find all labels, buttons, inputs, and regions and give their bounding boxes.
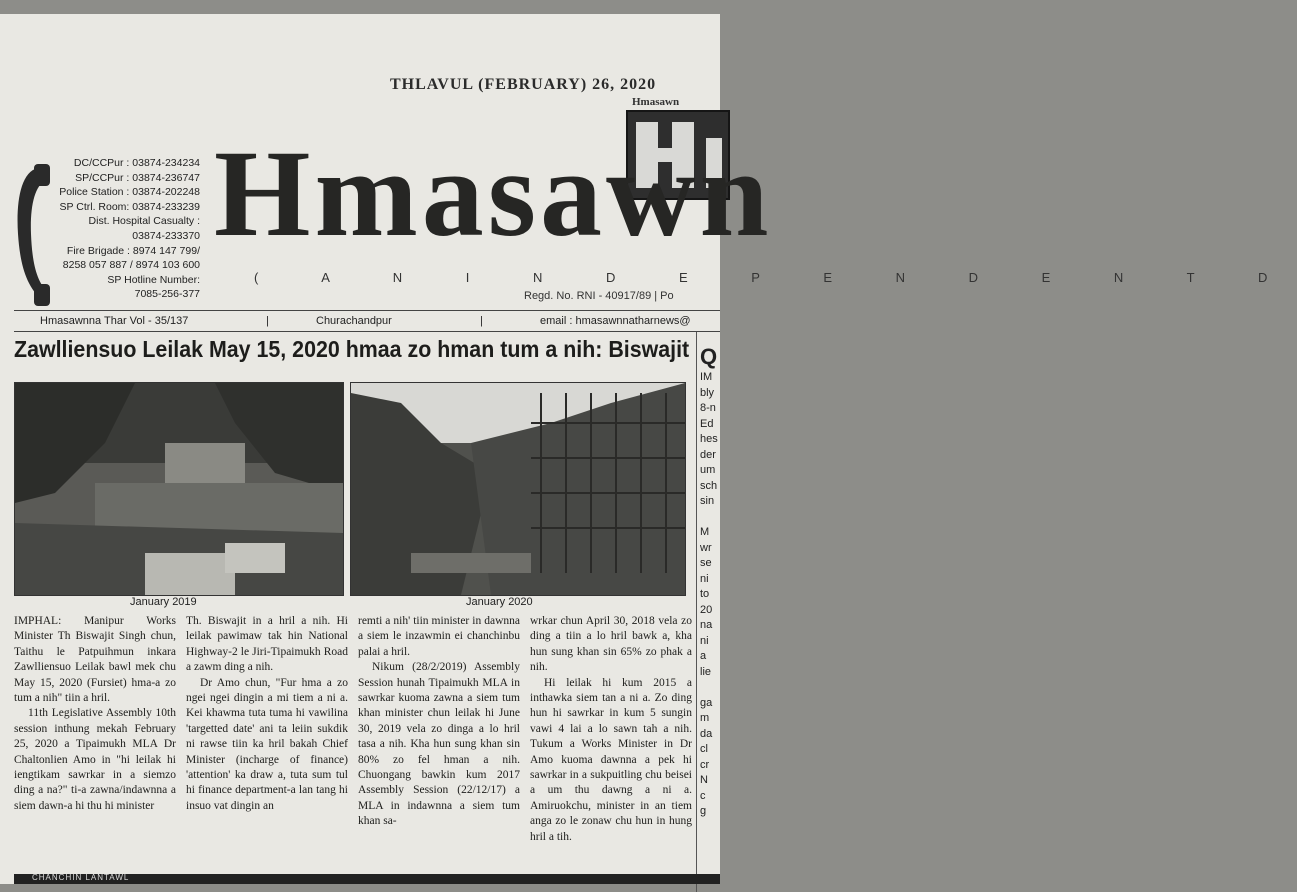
logo-label: Hmasawn [632, 96, 680, 108]
article-paragraph: Nikum (28/2/2019) Assembly Session hunah Tipaimukh MLA in sawrkar kuoma zawna a siem tum khan minister chun leilak hi June 30, 2019 vela zo dinga a lo hril tasa a nih. Kha hun sung khan sin 80% zo fel hman a nih. Chuongang bawkin kum 2017 Assembly Session (22/12/17) a MLA in indawnna a siem tum khan sa- [358, 661, 520, 828]
photo-2020 [350, 382, 686, 596]
side-column-line: N [700, 774, 708, 786]
side-column-text [700, 370, 730, 820]
side-column-line [700, 510, 730, 526]
contact-line: 8258 057 887 / 8974 103 600 [62, 259, 200, 272]
masthead-title: Hmasawn [214, 125, 773, 262]
side-column-line: 8-n [700, 402, 716, 414]
contact-line: Dist. Hospital Casualty : [88, 215, 200, 228]
side-column-line: da [700, 727, 713, 740]
side-column-line: M [700, 526, 710, 538]
side-column-title: Q [700, 344, 718, 369]
emergency-contacts [22, 156, 200, 302]
contact-line: 03874-233370 [132, 229, 200, 242]
side-column-line: a [700, 650, 707, 662]
side-column-line: to [700, 588, 710, 600]
article-column [14, 614, 176, 814]
article-paragraph: Th. Biswajit in a hril a nih. Hi leilak pawimaw tak hin National Highway-2 le Jiri-Tipaimukh Road a zawm ding a nih. [186, 615, 348, 674]
side-column-line: g [700, 805, 707, 817]
contact-line: Police Station : 03874-202248 [59, 186, 200, 199]
photo-2019 [14, 382, 344, 596]
newspaper-page [0, 14, 1297, 884]
photo-caption: January 2020 [466, 596, 533, 608]
side-column-line: c [700, 789, 706, 802]
article-paragraph: wrkar chun April 30, 2018 vela zo ding a tiin a lo hril bawk a, kha hun sung khan sin 65% zo phak a nih. [530, 615, 692, 674]
article-paragraph: 11th Legislative Assembly 10th session inthung mekah February 25, 2020 a Tipaimukh MLA Dr Chaltonlien Amo in "hi leilak hi iengtikam sawrkar in a siemzo ding a na?" ti-a zawna/indawnna a siem dawn-a hi thu hi minister [14, 707, 176, 812]
email-info: email : hmasawnnatharnews@ [540, 315, 691, 327]
side-column-line: 20 [700, 603, 713, 616]
bottom-section-bar [14, 874, 720, 884]
side-column [700, 344, 730, 820]
side-column-line: se [700, 557, 712, 569]
side-column-line: hes [700, 433, 718, 445]
bottom-section-label: CHANCHIN LANTAWL [32, 873, 130, 882]
column-divider [696, 332, 697, 892]
article-column [186, 614, 348, 814]
article-paragraph: IMPHAL: Manipur Works Minister Th Biswajit Singh chun, Taithu le Patpuihmun inkara Zawlliensuo Leilak bawl mek chu May 15, 2020 (Fursiet) hma-a zo tum a nih" tiin a hril. [14, 615, 176, 705]
article-headline: Zawlliensuo Leilak May 15, 2020 hmaa zo hman tum a nih: Biswajit [14, 336, 690, 362]
contact-line: SP/CCPur : 03874-236747 [75, 171, 200, 184]
article-paragraph: remti a nih' tiin minister in dawnna a siem le inzawmin ei chanchinbu palai a hril. [358, 615, 520, 658]
side-column-line [700, 680, 730, 696]
contact-line: Fire Brigade : 8974 147 799/ [66, 244, 200, 257]
place-info: Churachandpur [316, 315, 392, 327]
side-column-line: um [700, 464, 716, 476]
side-column-line: lie [700, 665, 712, 678]
contact-line: DC/CCPur : 03874-234234 [73, 157, 200, 169]
tagline: ( A N I N D E P E N D E N T D [254, 270, 1297, 285]
side-column-line: m [700, 712, 710, 724]
side-column-line: sch [700, 479, 718, 492]
side-column-line: IM [700, 371, 713, 383]
side-column-line: cl [700, 743, 708, 755]
article-paragraph: Dr Amo chun, "Fur hma a zo ngei ngei dingin a mi tiem a ni a. Kei khawma tuta tuma hi vawilina 'targetted date' ani ta leiin sukdik ni rawse tiin ka hril bakah Chief Minister (incharge of finance) 'attention' ka draw a, tuta sum tul hi finance department-a lan tang hi insuo vat dingin an [186, 676, 348, 812]
side-column-line: der [700, 448, 716, 461]
contact-line: 7085-256-377 [134, 288, 200, 301]
side-column-line: ga [700, 696, 713, 709]
article-paragraph: Hi leilak hi kum 2015 a inthawka siem tan a ni a. Zo ding hun hi sawrkar in kum 5 sungin vawi 4 lai a lo sawn tah a nih. Tukum a Works Minister in Dr Amo kuoma dawnna a pek hi sawrkar in a sukpuitling chu beisei a um thu dawng a ni a. Amiruokchu, minister in an tiem anga zo le zonaw chu hun in hung hril a tih. [530, 676, 692, 843]
photo-caption: January 2019 [130, 596, 197, 608]
article-column [358, 614, 520, 830]
contact-line: SP Ctrl. Room: 03874-233239 [59, 200, 200, 213]
registration-number: Regd. No. RNI - 40917/89 | Po [524, 290, 674, 302]
volume-info: Hmasawnna Thar Vol - 35/137 [40, 315, 189, 327]
side-column-line: ni [700, 634, 709, 647]
side-column-line: sin [700, 495, 715, 507]
side-column-line: bly [700, 386, 715, 399]
side-column-line: cr [700, 758, 710, 771]
dateline: THLAVUL (FEBRUARY) 26, 2020 [390, 76, 657, 93]
side-column-line: ni [700, 572, 709, 585]
side-column-line: na [700, 619, 713, 631]
contact-line: SP Hotline Number: [107, 273, 200, 286]
side-column-line: Ed [700, 417, 714, 430]
article-column [530, 614, 692, 845]
side-column-line: wr [700, 541, 712, 554]
info-bar: Hmasawnna Thar Vol - 35/137 | Churachandpur | email : hmasawnnatharnews@ [14, 310, 720, 332]
